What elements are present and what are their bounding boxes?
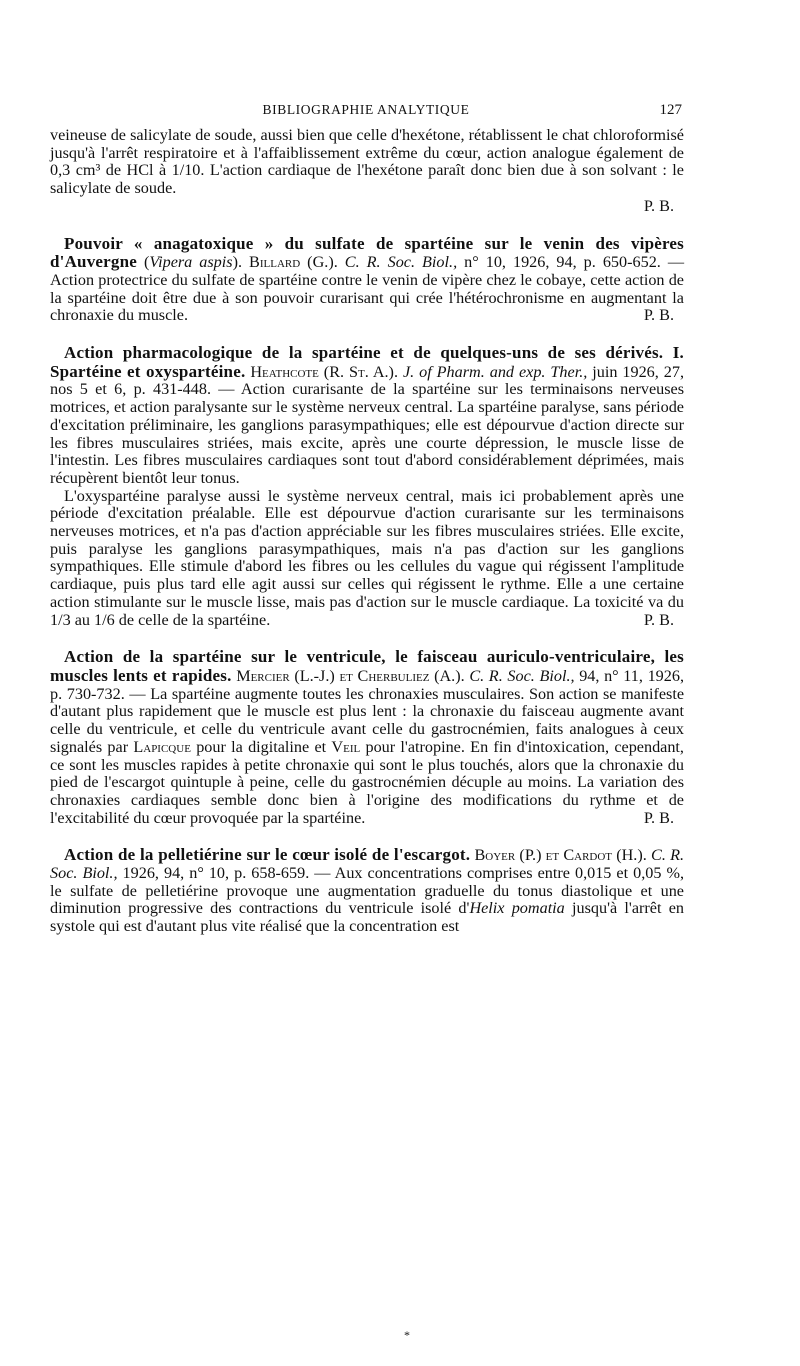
page-number: 127 [659,102,682,118]
abstract-billard [50,235,684,326]
abstract-title: Action pharmacologique de la spartéine et de quelques-uns de ses dérivés. I. Spartéine et oxyspartéine. [50,343,684,381]
abstract-text: La spartéine augmente toutes les chronaxies musculaires. Son action se manifeste d'autant plus rapidement que le muscle est plus lent : la chronaxie du faisceau augmente avant celle du ventricule, et celle du ventricule avant celle du gastrocnémien, faits analogues à ceux signalés par [50,684,685,756]
running-title: BIBLIOGRAPHIE ANALYTIQUE [262,102,470,117]
abstract-body [50,127,684,198]
abstract-initials: P. B. [643,610,674,629]
cited-author: Veil [331,737,361,756]
abstract-citation: 94, n° 11, 1926, p. 730-732. — [50,666,685,703]
abstract-journal: C. R. Soc. Biol., [50,846,685,883]
abstract-journal: C. R. Soc. Biol., [344,253,458,272]
abstract-body-continued [50,488,684,630]
abstract-authors: Billard (G.). [249,253,338,272]
abstract-text: Aux concentrations comprises entre 0,015 et 0,05 %, le sulfate de pelletiérine provoque une augmentation graduelle du tonus diastolique et une diminution progressive des contractions du ventricule isolé d' [50,864,685,918]
abstract-heathcote [50,344,684,629]
abstract-journal: C. R. Soc. Biol., [469,666,575,685]
abstract-text: L'oxyspartéine paralyse aussi le système nerveux central, mais ici probablement après une période d'excitation préalable. Elle est dépourvue d'action curarisante sur les terminaisons nerveuses motrices, et n'a pas d'action appréciable sur les fibres musculaires striées. Elle excite, puis paralyse les ganglions parasympathiques, mais n'a pas d'action sur les ganglions sympathiques. Elle stimule d'abord les fibres ou les cellules du vague qui régissent l'amplitude cardiaque, puis plus tard elle agit aussi sur celles qui régissent le rythme. Elle a une certaine action stimulante sur le muscle lisse, mais pas d'action sur le muscle cardiaque. La toxicité va du 1/3 au 1/6 de celle de la spartéine. [50,486,684,629]
abstract-authors: Boyer (P.) et Cardot (H.). [474,846,647,865]
abstract-text: jusqu'à l'arrêt en systole qui est d'autant plus vite réalisé que la concentration est [50,899,684,936]
abstract-citation: 1926, 94, n° 10, p. 658-659. — [122,864,331,883]
abstract-body [50,846,684,936]
abstract-authors: Mercier (L.-J.) et Cherbuliez (A.). [236,666,465,685]
footer-mark: * [404,1328,410,1342]
abstract-title: Action de la spartéine sur le ventricule, le faisceau auriculo-ventriculaire, les muscles lents et rapides. [50,647,684,685]
abstract-body [50,344,684,488]
abstract-body: Pouvoir « anagatoxique » du sulfate de spartéine sur le venin des vipères d'Auvergne (Vipera aspis). Billard (G.). C. R. Soc. Biol., n° 10, 1926, 94, p. 650-652. — Action protectrice du sulfate de spartéine contre le venin de vipère chez le cobaye, cette action de la spartéine doit être due à son pouvoir curarisant qui crée l'hétérochronisme en augmentant la chronaxie du muscle. P. B. [50,233,685,325]
abstract-body [50,648,684,827]
abstract-journal: J. of Pharm. and exp. Ther., [402,362,588,381]
abstract-continuation [50,127,684,216]
abstract-boyer [50,846,684,936]
page-content [50,127,684,955]
page-header [50,102,682,124]
abstract-initials: P. B. [643,196,674,215]
abstract-initials: P. B. [643,306,674,325]
abstract-mercier [50,648,684,827]
species-name: Vipera aspis [149,253,233,272]
abstract-title: Action de la pelletiérine sur le cœur isolé de l'escargot. [64,845,471,865]
abstract-citation: juin 1926, 27, nos 5 et 6, p. 431-448. — [50,362,685,399]
abstract-text: veineuse de salicylate de soude, aussi bien que celle d'hexétone, rétablissent le chat chloroformisé jusqu'à l'arrêt respiratoire et à l'affaiblissement extrême du cœur, action analogue également de 0,3 cm³ de HCl à 1/10. L'action cardiaque de l'hexétone paraît donc bien due à son solvant : le salicylate de soude. [50,126,684,198]
cited-author: Lapicque [133,737,191,756]
abstract-authors: Heathcote (R. St. A.). [250,362,398,381]
abstract-initials: P. B. [643,808,674,827]
abstract-text: Action protectrice du sulfate de spartéine contre le venin de vipère chez le cobaye, cette action de la spartéine doit être due à son pouvoir curarisant qui crée l'hétérochronisme en augmentant la chronaxie du muscle. [50,270,684,325]
abstract-text: pour l'atropine. En fin d'intoxication, cependant, ce sont les muscles rapides à petite chronaxie qui sont le plus touchés, alors que la chronaxie du pied de l'escargot quintuple à peine, celle du gastrocnémien décuple au moins. La variation des chronaxies cardiaques semble donc bien à l'origine des modifications du rythme et de l'excitabilité du cœur provoquée par la spartéine. [50,737,684,827]
abstract-text: pour la digitaline et [196,737,327,756]
abstract-title: Pouvoir « anagatoxique » du sulfate de spartéine sur le venin des vipères d'Auvergne [50,233,684,272]
abstract-text: Action curarisante de la spartéine sur les terminaisons nerveuses motrices, et action paralysante sur le système nerveux central. La spartéine paralyse, sans période d'excitation préliminaire, les ganglions parasympathiques; elle est dépourvue d'action directe sur les fibres musculaires striées, mais excite, après une courte dépression, le muscle lisse de l'intestin. Les fibres musculaires cardiaques sont tout d'abord considérablement déprimées, mais récupèrent bientôt leur tonus. [50,380,685,487]
species-name: Helix pomatia [469,899,565,918]
abstract-citation: n° 10, 1926, 94, p. 650-652. — [464,253,685,272]
